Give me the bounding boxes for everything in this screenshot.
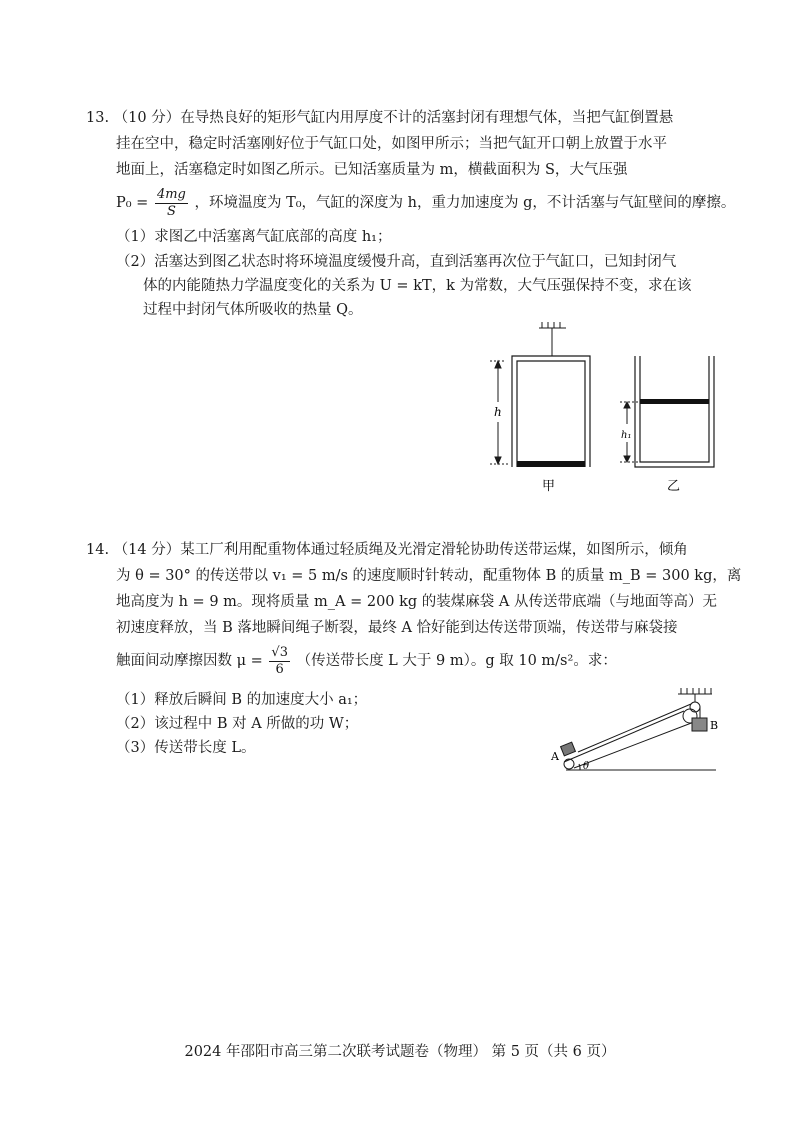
page-footer: 2024 年邵阳市高三第二次联考试题卷（物理） 第 5 页（共 6 页） — [184, 1044, 616, 1060]
q13-line-4 — [116, 186, 735, 220]
mu-label: 触面间动摩擦因数 μ = — [116, 653, 263, 669]
p0-label: P₀ = — [116, 195, 149, 211]
label-h: h — [494, 405, 502, 419]
p0-fraction — [155, 187, 188, 220]
ceiling-hatch — [539, 322, 566, 356]
mu-frac-num: √3 — [271, 644, 288, 660]
mu-frac-den: 6 — [275, 661, 284, 677]
q14-line-4: 初速度释放，当 B 落地瞬间绳子断裂，最终 A 恰好能到达传送带顶端，传送带与麻袋接 — [116, 620, 678, 636]
p0-frac-den: S — [166, 203, 176, 219]
q13-line-2: 挂在空中，稳定时活塞刚好位于气缸口处，如图甲所示；当把气缸开口朝上放置于水平 — [116, 136, 667, 152]
weight-B — [692, 718, 707, 731]
bag-A — [561, 742, 576, 756]
mu-fraction — [269, 645, 290, 678]
label-yi: 乙 — [667, 479, 681, 494]
q13-sub-2-l1: （2）活塞达到图乙状态时将环境温度缓慢升高，直到活塞再次位于气缸口，已知封闭气 — [116, 254, 677, 270]
label-h1: h₁ — [621, 430, 632, 441]
q14-line-2: 为 θ = 30° 的传送带以 v₁ = 5 m/s 的速度顺时针转动，配重物体 B 的质量 m_B = 300 kg，离 — [116, 568, 742, 584]
label-A: A — [551, 750, 559, 763]
q13-line-1: 13. （10 分）在导热良好的矩形气缸内用厚度不计的活塞封闭有理想气体，当把气缸倒置悬 — [86, 110, 674, 126]
label-B: B — [710, 719, 719, 732]
q14-sub-3: （3）传送带长度 L。 — [116, 740, 256, 756]
piston-yi — [640, 399, 709, 404]
angle-arc — [579, 764, 580, 770]
cylinder-jia — [512, 356, 590, 467]
q13-line-4-rest: ，环境温度为 T₀，气缸的深度为 h，重力加速度为 g，不计活塞与气缸壁间的摩擦。 — [194, 195, 736, 211]
q13-sub-2-l2: 体的内能随热力学温度变化的关系为 U = kT，k 为常数，大气压强保持不变，求在该 — [143, 278, 692, 294]
p0-frac-num: 4mg — [156, 186, 186, 202]
q14-line-5-rest: （传送带长度 L 大于 9 m）。g 取 10 m/s²。求： — [296, 653, 617, 669]
conveyor-belt — [564, 709, 697, 769]
q14-sub-1: （1）释放后瞬间 B 的加速度大小 a₁； — [116, 692, 368, 708]
q14-line-1: 14. （14 分）某工厂利用配重物体通过轻质绳及光滑定滑轮协助传送带运煤，如图所示，倾角 — [86, 542, 688, 558]
ceiling-hatch-14 — [678, 688, 712, 702]
q13-line-3: 地面上，活塞稳定时如图乙所示。已知活塞质量为 m，横截面积为 S，大气压强 — [116, 162, 628, 178]
label-jia: 甲 — [542, 479, 556, 494]
cylinder-yi — [635, 356, 714, 467]
q14-sub-2: （2）该过程中 B 对 A 所做的功 W； — [116, 716, 359, 732]
q13-figure — [480, 318, 730, 498]
q13-sub-1: （1）求图乙中活塞离气缸底部的高度 h₁； — [116, 229, 392, 245]
q14-line-5 — [116, 644, 617, 678]
q14-line-3: 地高度为 h = 9 m。现将质量 m_A = 200 kg 的装煤麻袋 A 从传送带底端（与地面等高）无 — [116, 594, 717, 610]
piston-jia — [517, 461, 585, 467]
q14-figure — [540, 682, 730, 778]
q13-sub-2-l3: 过程中封闭气体所吸收的热量 Q。 — [143, 302, 363, 318]
label-theta: θ — [583, 761, 590, 772]
